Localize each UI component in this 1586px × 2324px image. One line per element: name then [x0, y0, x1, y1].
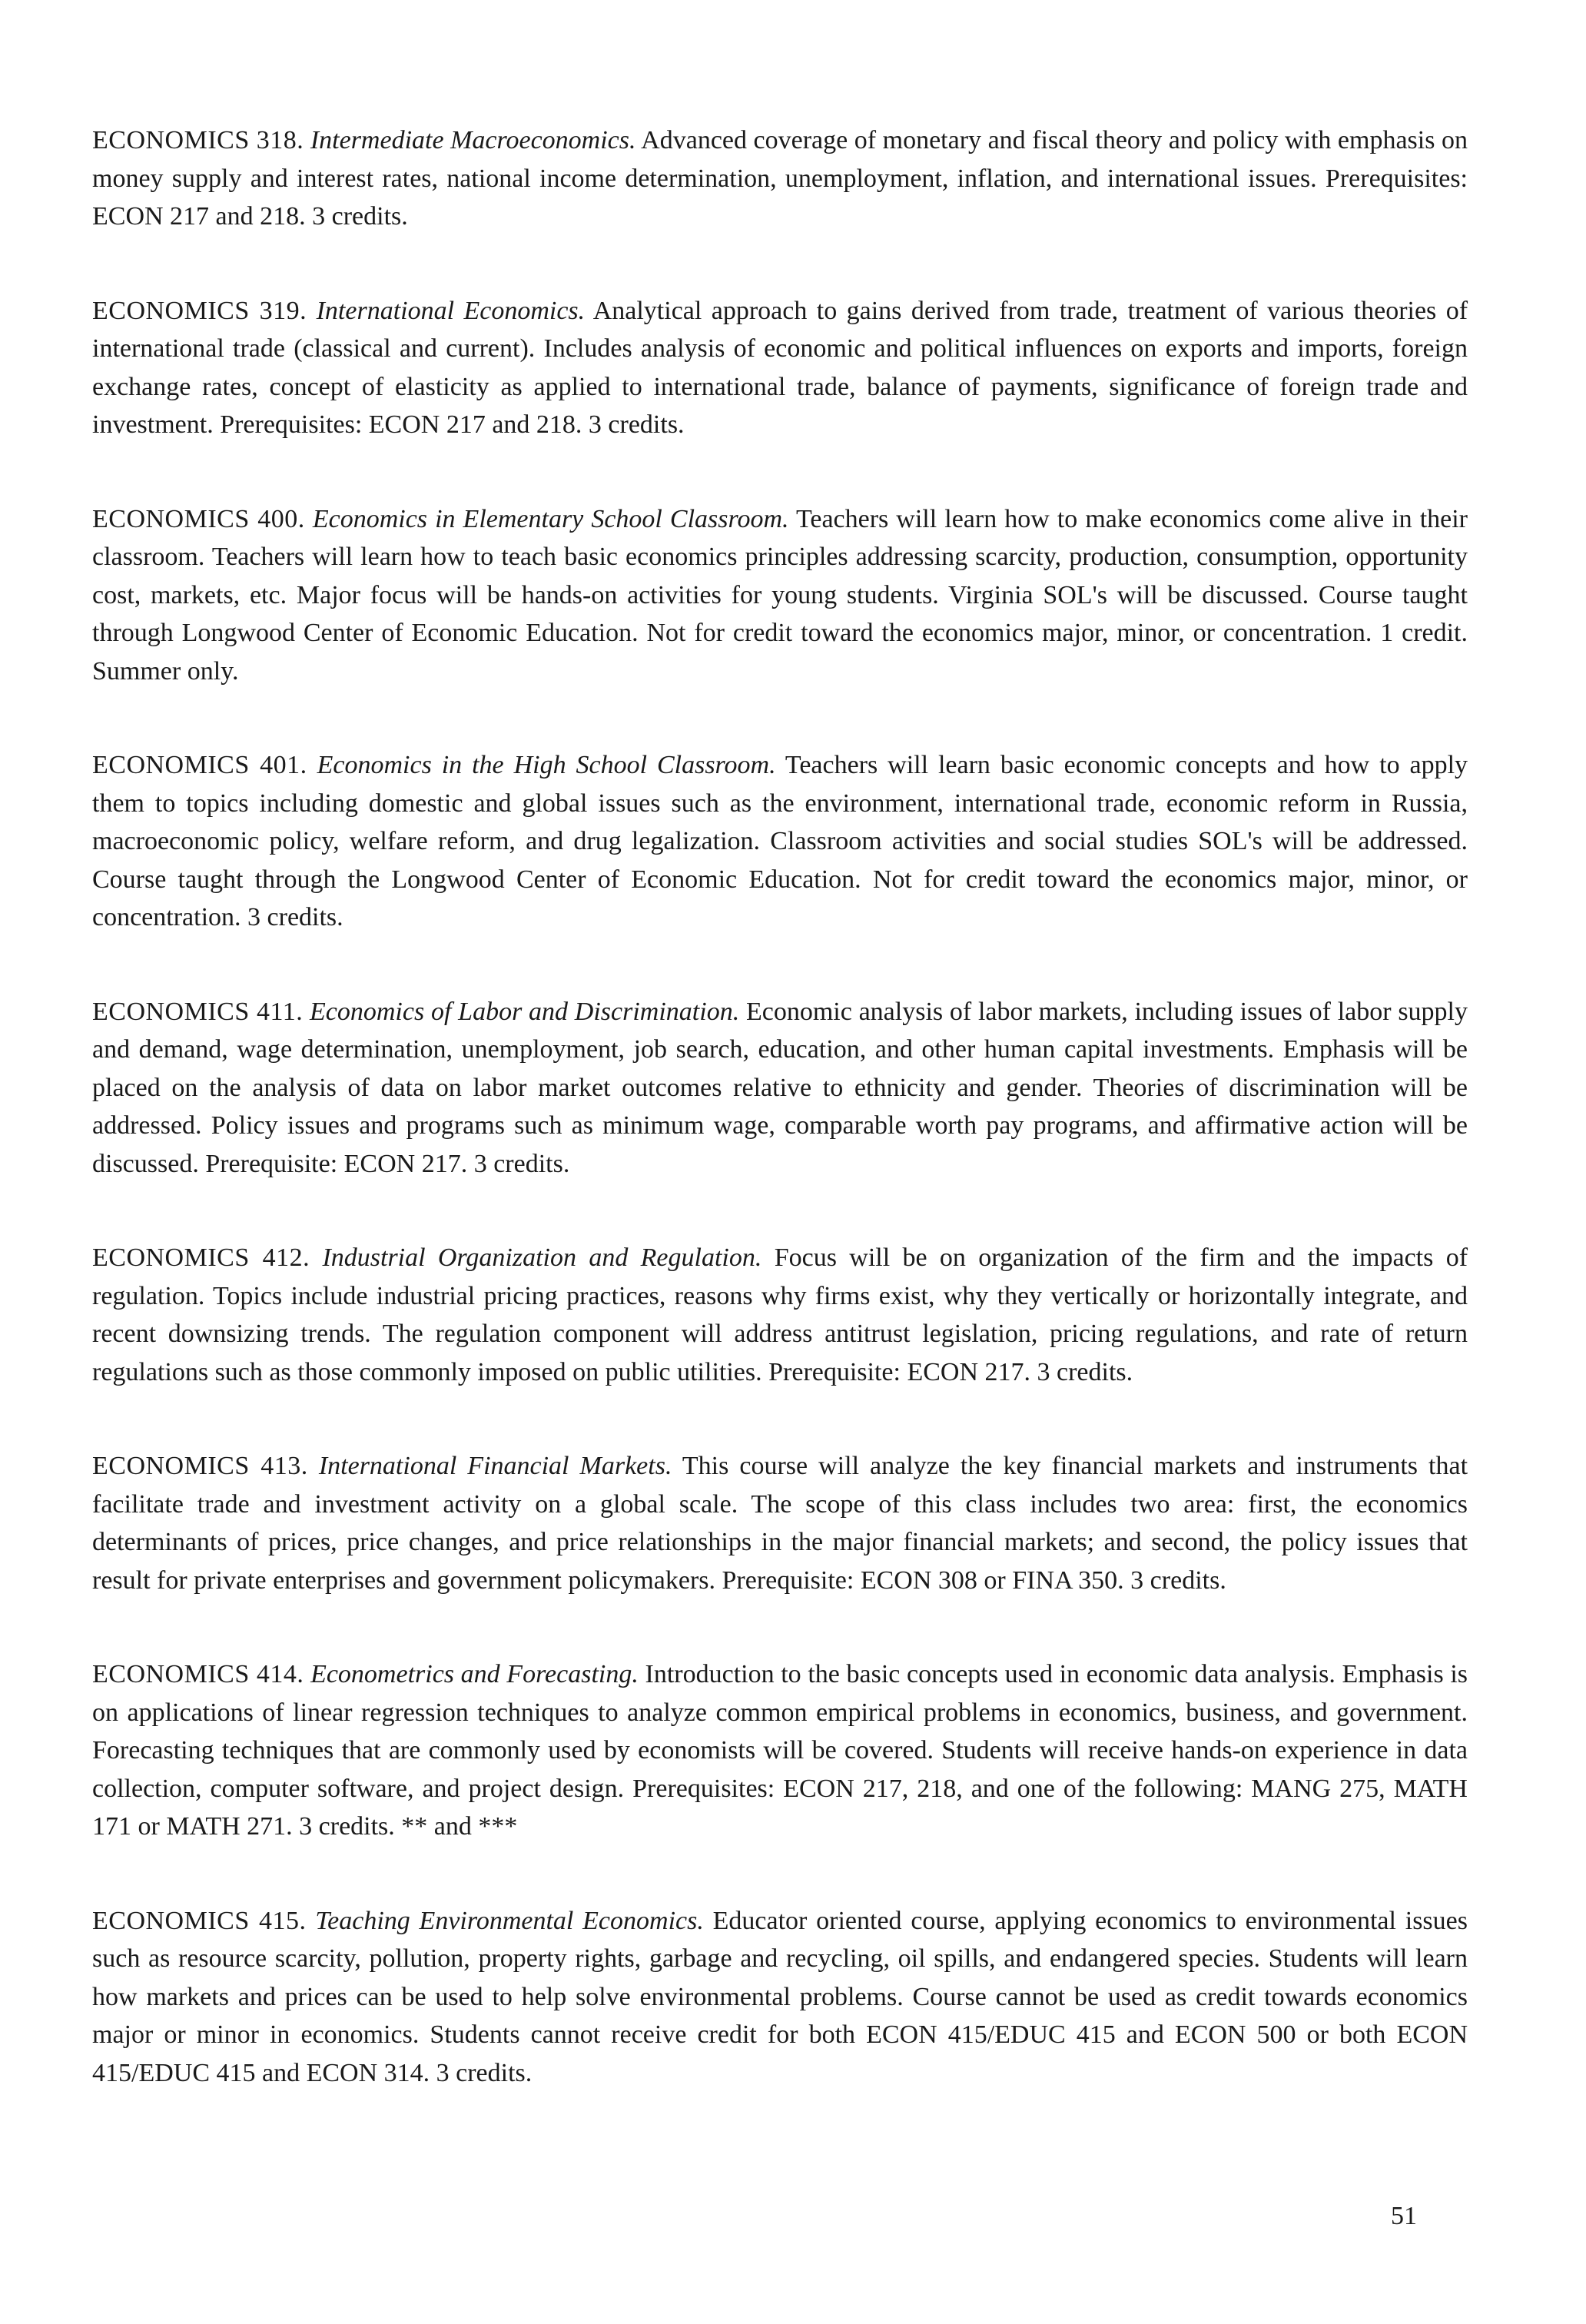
course-title: Teaching Environmental Economics. [315, 1906, 704, 1935]
course-code: ECONOMICS 411. [92, 997, 304, 1026]
course-description: This course will analyze the key financial markets and instruments that facilitate trade and investment activity on a global scale. The scope of this class includes two area: first, the economics determinants of prices, price changes, and price relationships in the major financial markets; and second, the policy issues that result for private enterprises and government policymakers. Prerequisite: ECON 308 or FINA 350. 3 credits. [92, 1452, 1468, 1595]
course-entry-econ-414 [92, 1655, 1468, 1846]
course-entry-econ-401 [92, 746, 1468, 937]
course-entry-econ-319 [92, 292, 1468, 444]
course-entry-econ-415 [92, 1902, 1468, 2093]
course-code: ECONOMICS 414. [92, 1660, 304, 1688]
course-description: Economic analysis of labor markets, including issues of labor supply and demand, wage determination, unemployment, job search, education, and other human capital investments. Emphasis will be placed on the analysis of data on labor market outcomes relative to ethnicity and gender. Theories of discrimination will be addressed. Policy issues and programs such as minimum wage, comparable worth pay programs, and affirmative action will be discussed. Prerequisite: ECON 217. 3 credits. [92, 997, 1468, 1178]
course-entry-econ-318 [92, 121, 1468, 236]
course-code: ECONOMICS 412. [92, 1243, 310, 1272]
course-title: Economics of Labor and Discrimination. [310, 997, 740, 1026]
course-title: Intermediate Macroeconomics. [310, 126, 636, 154]
course-code: ECONOMICS 413. [92, 1452, 308, 1480]
course-title: Economics in Elementary School Classroom. [312, 504, 789, 533]
page-number: 51 [1391, 2202, 1417, 2230]
course-description: Advanced coverage of monetary and fiscal theory and policy with emphasis on money supply and interest rates, national income determination, unemployment, inflation, and international issues. Prerequisites: ECON 217 and 218. 3 credits. [92, 126, 1468, 231]
course-entry-econ-411 [92, 993, 1468, 1184]
course-code: ECONOMICS 401. [92, 751, 307, 779]
course-title: Industrial Organization and Regulation. [322, 1243, 762, 1272]
course-code: ECONOMICS 415. [92, 1906, 307, 1935]
course-catalog-page [92, 121, 1468, 2148]
course-description: Teachers will learn how to make economics come alive in their classroom. Teachers will learn how to teach basic economics principles addressing scarcity, production, consumption, opportunity cost, markets, etc. Major focus will be hands-on activities for young students. Virginia SOL's will be discussed. Course taught through Longwood Center of Economic Education. Not for credit toward the economics major, minor, or concentration. 1 credit. Summer only. [92, 504, 1468, 686]
course-description: Introduction to the basic concepts used in economic data analysis. Emphasis is on applications of linear regression techniques to analyze common empirical problems in economics, business, and government. Forecasting techniques that are commonly used by economists will be covered. Students will receive hands-on experience in data collection, computer software, and project design. Prerequisites: ECON 217, 218, and one of the following: MANG 275, MATH 171 or MATH 271. 3 credits. ** and *** [92, 1660, 1468, 1841]
course-description: Educator oriented course, applying economics to environmental issues such as resource scarcity, pollution, property rights, garbage and recycling, oil spills, and endangered species. Students will learn how markets and prices can be used to help solve environmental problems. Course cannot be used as credit towards economics major or minor in economics. Students cannot receive credit for both ECON 415/EDUC 415 and ECON 500 or both ECON 415/EDUC 415 and ECON 314. 3 credits. [92, 1906, 1468, 2087]
course-code: ECONOMICS 319. [92, 296, 307, 325]
course-description: Focus will be on organization of the firm and the impacts of regulation. Topics include industrial pricing practices, reasons why firms exist, why they vertically or horizontally integrate, and recent downsizing trends. The regulation component will address antitrust legislation, pricing regulations, and rate of return regulations such as those commonly imposed on public utilities. Prerequisite: ECON 217. 3 credits. [92, 1243, 1468, 1386]
course-code: ECONOMICS 318. [92, 126, 304, 154]
course-title: International Economics. [316, 296, 586, 325]
course-entry-econ-400 [92, 500, 1468, 691]
course-title: Economics in the High School Classroom. [317, 751, 776, 779]
course-title: International Financial Markets. [318, 1452, 672, 1480]
course-entry-econ-412 [92, 1239, 1468, 1391]
course-title: Econometrics and Forecasting. [310, 1660, 639, 1688]
course-entry-econ-413 [92, 1447, 1468, 1599]
course-description: Analytical approach to gains derived from trade, treatment of various theories of international trade (classical and current). Includes analysis of economic and political influences on exports and imports, foreign exchange rates, concept of elasticity as applied to international trade, balance of payments, significance of foreign trade and investment. Prerequisites: ECON 217 and 218. 3 credits. [92, 296, 1468, 439]
course-code: ECONOMICS 400. [92, 504, 305, 533]
course-description: Teachers will learn basic economic concepts and how to apply them to topics including domestic and global issues such as the environment, international trade, economic reform in Russia, macroeconomic policy, welfare reform, and drug legalization. Classroom activities and social studies SOL's will be addressed. Course taught through the Longwood Center of Economic Education. Not for credit toward the economics major, minor, or concentration. 3 credits. [92, 751, 1468, 931]
